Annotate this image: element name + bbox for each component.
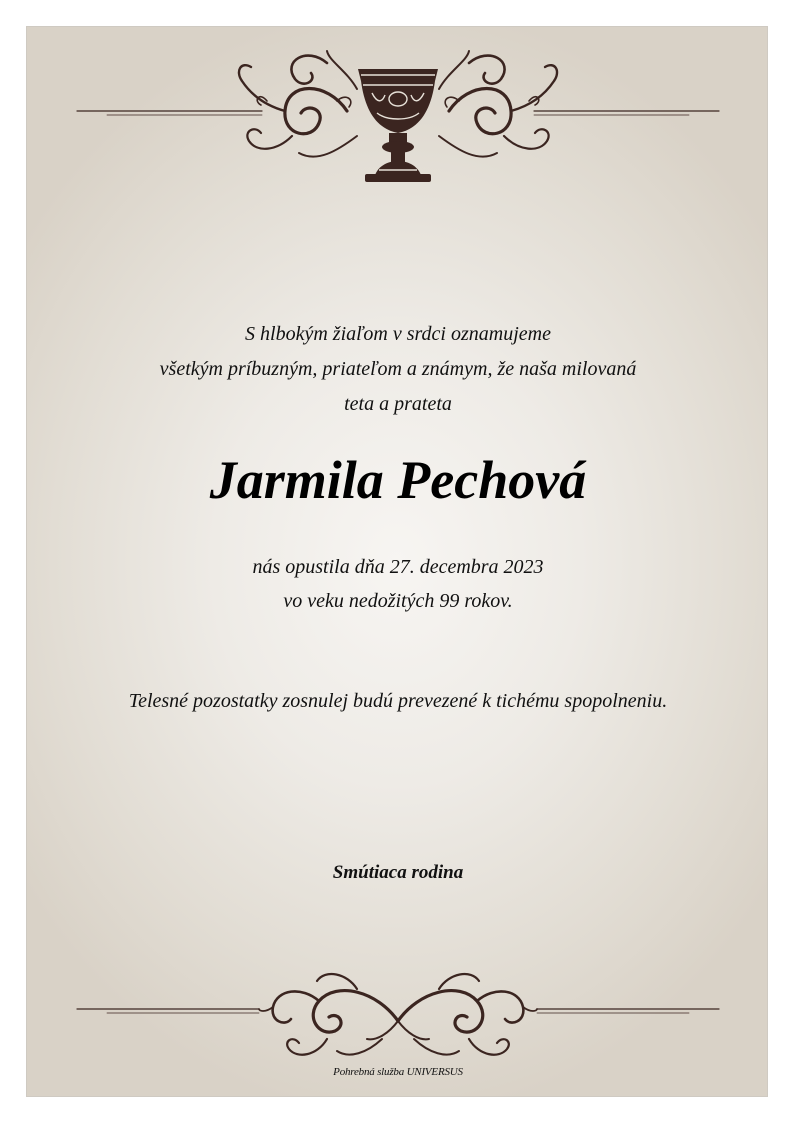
intro-line: teta a prateta — [344, 393, 452, 415]
intro-text — [27, 317, 769, 422]
flourish-divider-icon — [27, 961, 769, 1071]
remains-text: Telesné pozostatky zosnulej budú prevezené k tichému spopolneniu. — [128, 690, 668, 712]
chalice-flourish-icon — [27, 41, 769, 186]
obituary-card — [26, 26, 768, 1097]
signature: Smútiaca rodina — [332, 862, 464, 883]
death-date-text — [27, 550, 769, 618]
intro-line: všetkým príbuzným, priateľom a známym, že naša milovaná — [159, 358, 637, 380]
date-line: nás opustila dňa 27. decembra 2023 — [252, 556, 544, 578]
deceased-name: Jarmila Pechová — [209, 450, 587, 510]
intro-line: S hlbokým žiaľom v srdci oznamujeme — [245, 323, 551, 345]
funeral-service-credit: Pohrebná služba UNIVERSUS — [333, 1066, 463, 1078]
age-line: vo veku nedožitých 99 rokov. — [283, 590, 513, 612]
